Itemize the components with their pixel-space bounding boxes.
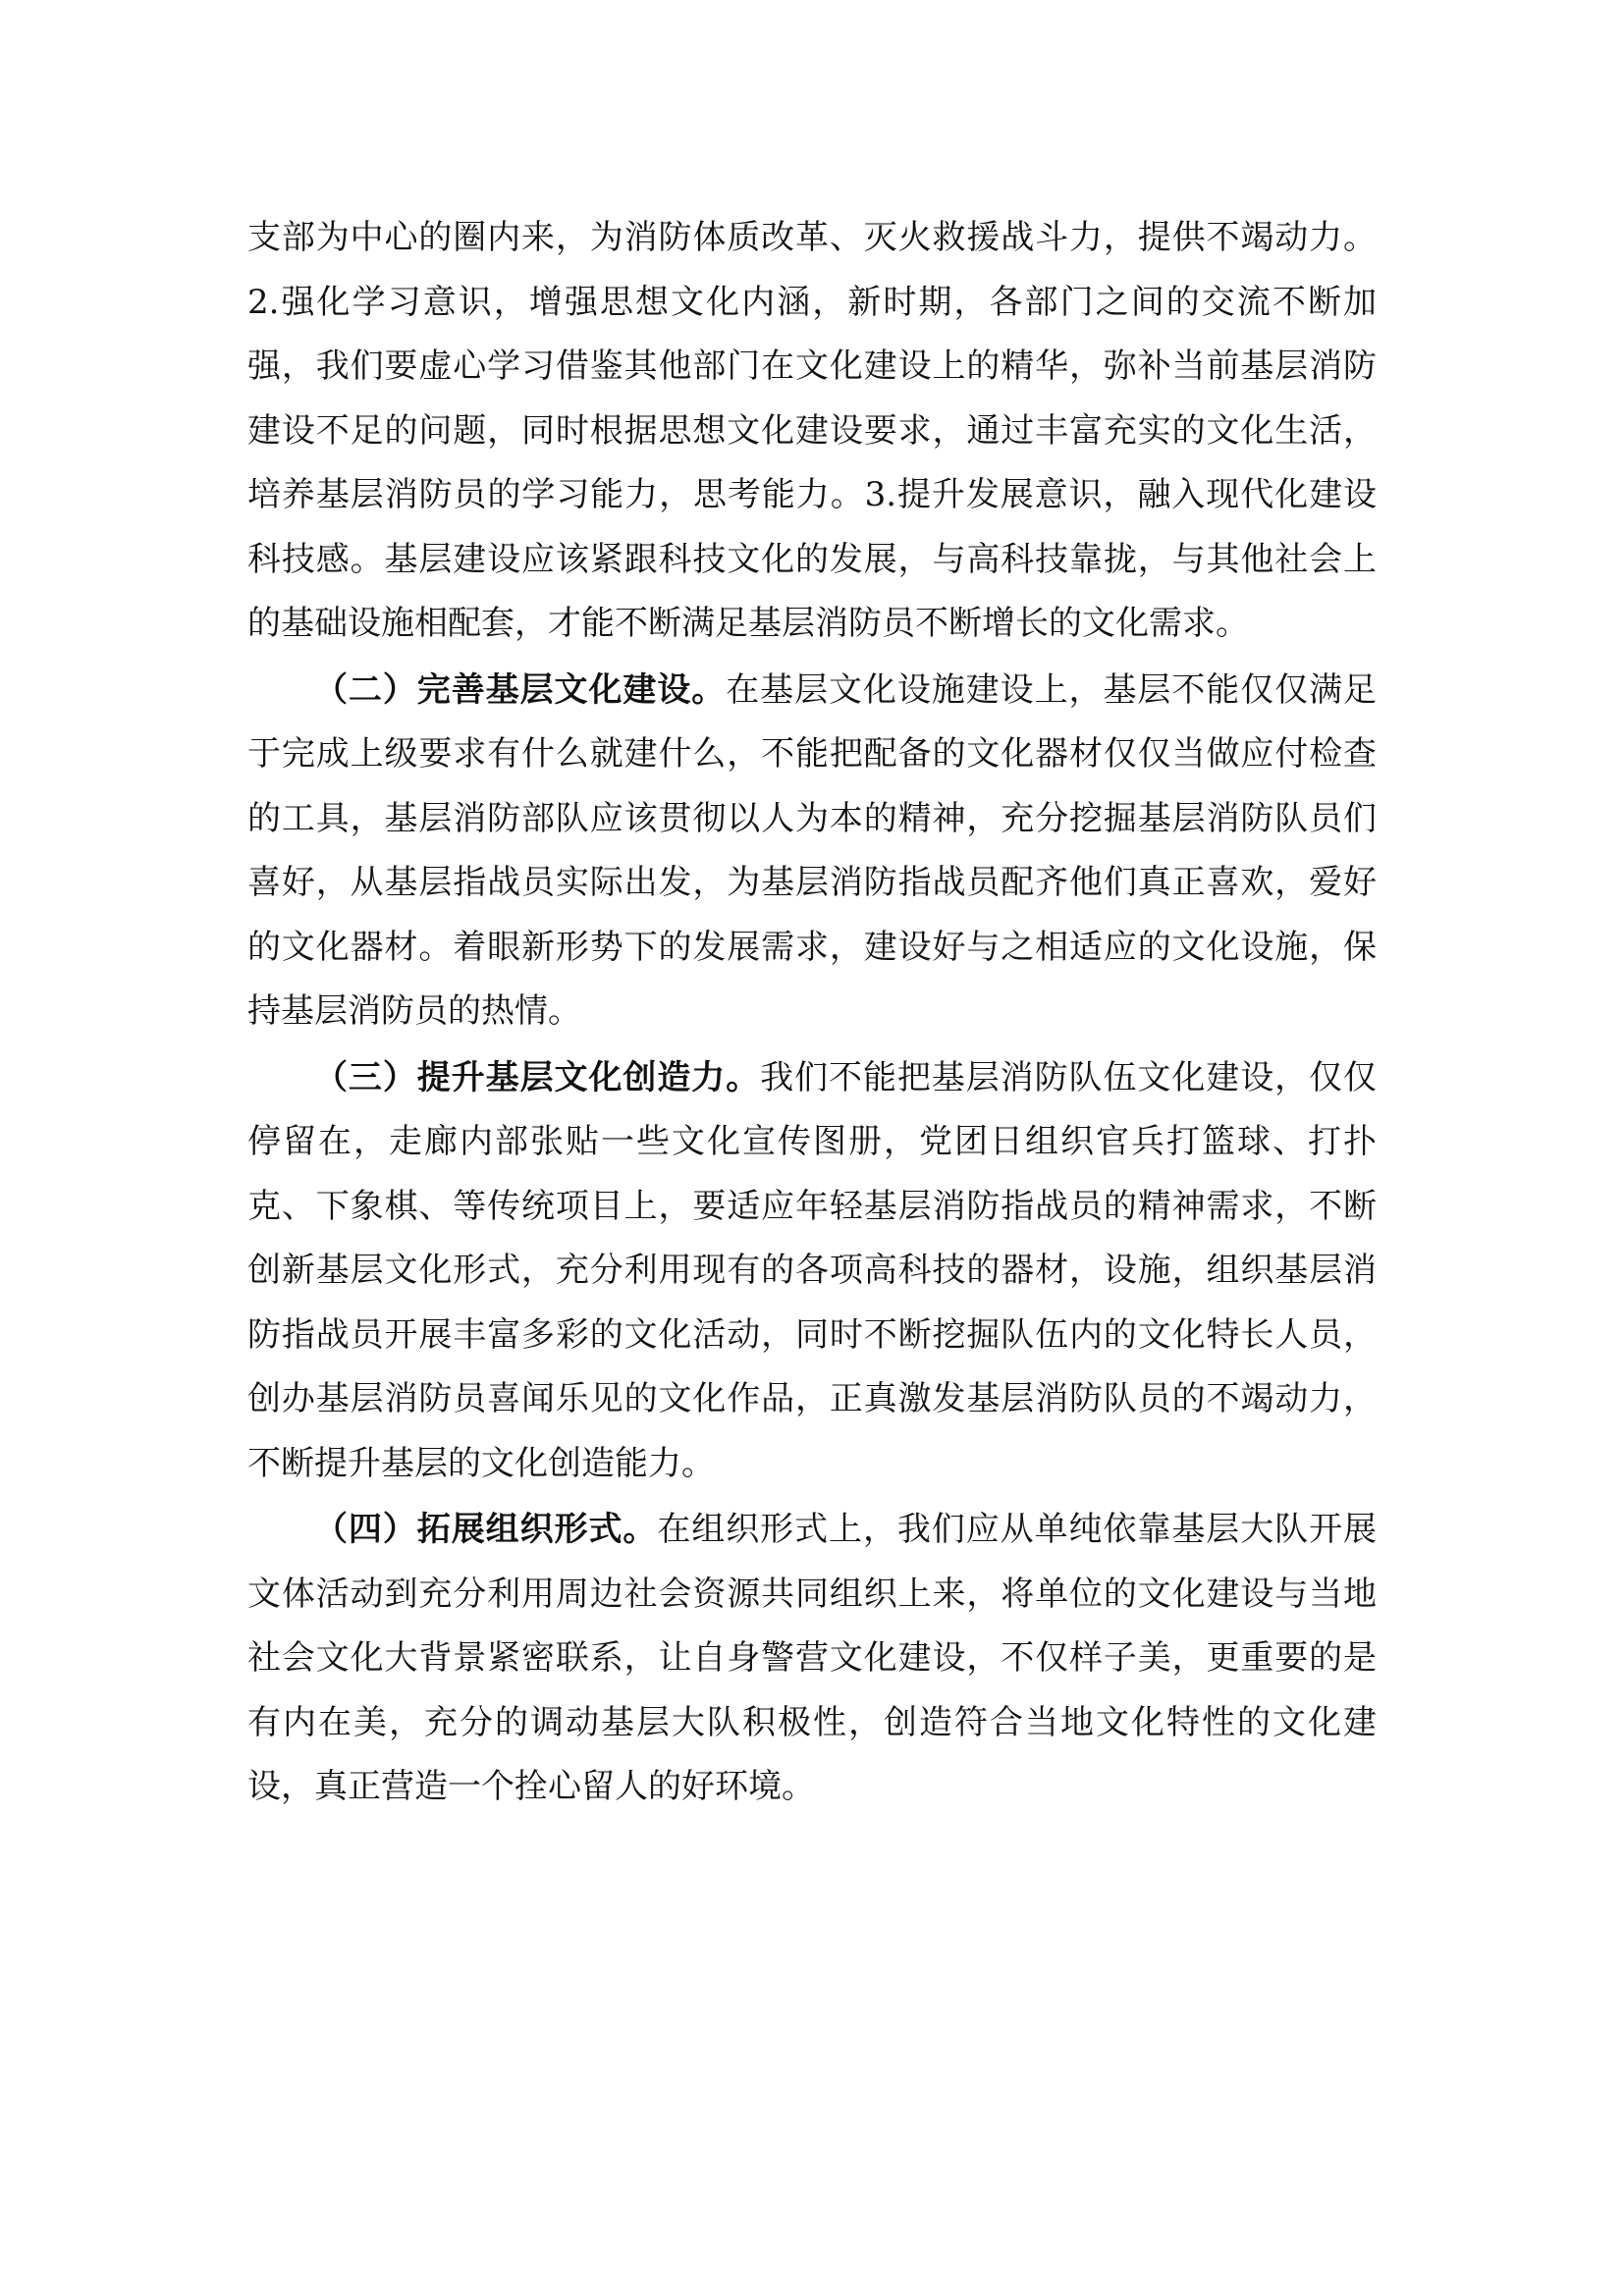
document-body: [247, 206, 1377, 1822]
paragraph-text: 我们不能把基层消防队伍文化建设，仅仅停留在，走廊内部张贴一些文化宣传图册，党团日组织官兵打篮球、打扑克、下象棋、等传统项目上，要适应年轻基层消防指战员的精神需求，不断创新基层文化形式，充分利用现有的各项高科技的器材，设施，组织基层消防指战员开展丰富多彩的文化活动，同时不断挖掘队伍内的文化特长人员，创办基层消防员喜闻乐见的文化作品，正真激发基层消防队员的不竭动力，不断提升基层的文化创造能力。: [247, 1057, 1378, 1483]
paragraph-section-4: [247, 1498, 1377, 1820]
paragraph-text: 在基层文化设施建设上，基层不能仅仅满足于完成上级要求有什么就建什么，不能把配备的文化器材仅仅当做应付检查的工具，基层消防部队应该贯彻以人为本的精神，充分挖掘基层消防队员们喜好，从基层指战员实际出发，为基层消防指战员配齐他们真正喜欢，爱好的文化器材。着眼新形势下的发展需求，建设好与之相适应的文化设施，保持基层消防员的热情。: [247, 669, 1378, 1031]
paragraph-section-2: [247, 659, 1377, 1044]
section-heading: （四）拓展组织形式。: [314, 1510, 658, 1549]
section-heading: （三）提升基层文化创造力。: [314, 1057, 761, 1097]
paragraph-text: 在组织形式上，我们应从单纯依靠基层大队开展文体活动到充分利用周边社会资源共同组织上来，将单位的文化建设与当地社会文化大背景紧密联系，让自身警营文化建设，不仅样子美，更重要的是有内在美，充分的调动基层大队积极性，创造符合当地文化特性的文化建设，真正营造一个拴心留人的好环境。: [247, 1510, 1378, 1806]
paragraph-section-3: [247, 1046, 1377, 1497]
paragraph-continuation: [247, 206, 1377, 657]
section-heading: （二）完善基层文化建设。: [314, 669, 727, 710]
paragraph-text: 支部为中心的圈内来，为消防体质改革、灭火救援战斗力，提供不竭动力。2.强化学习意识，增强思想文化内涵，新时期，各部门之间的交流不断加强，我们要虚心学习借鉴其他部门在文化建设上的精华，弥补当前基层消防建设不足的问题，同时根据思想文化建设要求，通过丰富充实的文化生活，培养基层消防员的学习能力，思考能力。3.提升发展意识，融入现代化建设科技感。基层建设应该紧跟科技文化的发展，与高科技靠拢，与其他社会上的基础设施相配套，才能不断满足基层消防员不断增长的文化需求。: [247, 218, 1377, 643]
